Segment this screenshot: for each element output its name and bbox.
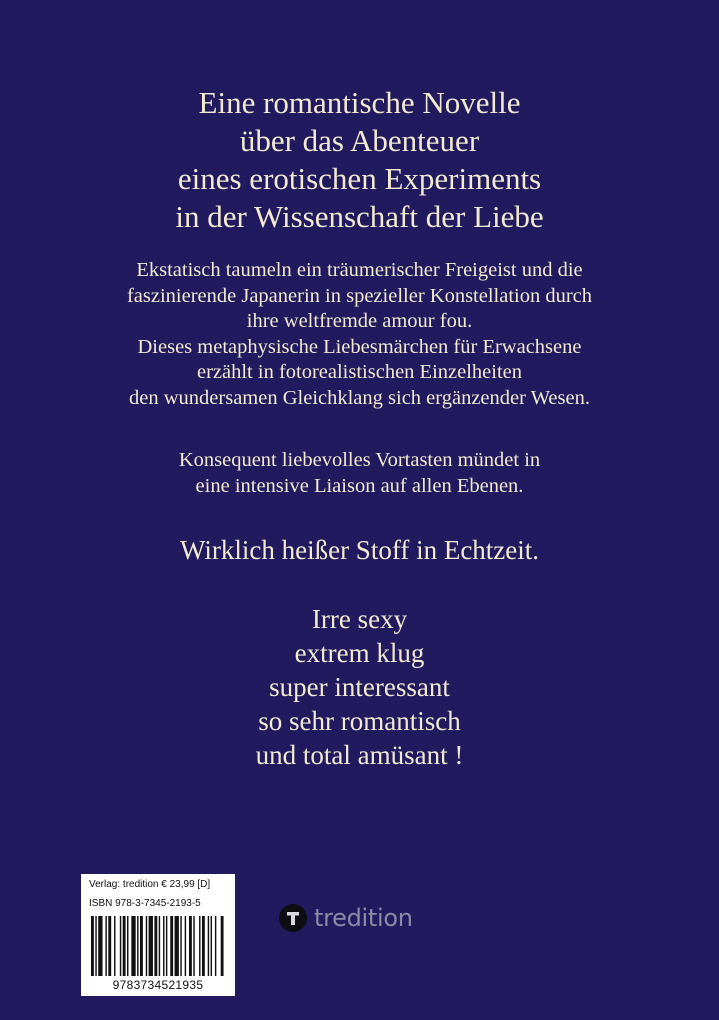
- barcode-bar: [211, 916, 212, 976]
- tagline: [0, 84, 719, 236]
- barcode-bar: [108, 916, 111, 976]
- price-line: Verlag: tredition € 23,99 [D]: [89, 879, 211, 890]
- barcode-bar: [163, 916, 164, 976]
- barcode-bar: [189, 916, 192, 976]
- barcode-bar: [91, 916, 94, 976]
- feature-item: extrem klug: [294, 638, 425, 668]
- highlight-text: [0, 533, 719, 567]
- feature-item: Irre sexy: [311, 604, 408, 634]
- lead-line: Konsequent liebevolles Vortasten mündet in: [178, 449, 541, 471]
- barcode-bar: [175, 916, 179, 976]
- barcode-bar: [98, 916, 102, 976]
- tagline-line: in der Wissenschaft der Liebe: [175, 199, 544, 234]
- tredition-logo-icon: [278, 903, 308, 933]
- barcode-bar: [95, 916, 96, 976]
- description-line: erzählt in fotorealistischen Einzelheiten: [196, 361, 523, 383]
- barcode-bar: [123, 916, 126, 976]
- description-line: ihre weltfremde amour fou.: [246, 310, 473, 332]
- description-line: faszinierende Japanerin in spezieller Konstellation durch: [126, 284, 593, 307]
- barcode-bar: [170, 916, 173, 976]
- barcode-bar: [149, 916, 153, 976]
- tagline-line: über das Abenteuer: [239, 123, 480, 158]
- feature-list: [0, 602, 719, 772]
- description-line: Dieses metaphysische Liebesmärchen für Erwachsene: [137, 335, 582, 358]
- barcode-bar: [193, 916, 194, 976]
- barcode-bar: [140, 916, 143, 976]
- barcode-bar: [202, 916, 205, 976]
- barcode-bar: [146, 916, 147, 976]
- barcode-bar: [166, 916, 167, 976]
- highlight-line: Wirklich heißer Stoff in Echtzeit.: [179, 535, 540, 565]
- tagline-line: Eine romantische Novelle: [198, 85, 521, 120]
- publisher-name: tredition: [314, 904, 413, 932]
- barcode-bar: [105, 916, 106, 976]
- feature-item: und total amüsant !: [255, 740, 464, 770]
- barcode-bar: [185, 916, 186, 976]
- barcode-bar: [180, 916, 181, 976]
- description-line: Ekstatisch taumeln ein träumerischer Freigeist und die: [136, 259, 583, 281]
- barcode-bar: [208, 916, 209, 976]
- barcode-bar: [137, 916, 138, 976]
- barcode-label: [81, 874, 235, 996]
- barcode-bar: [221, 916, 224, 976]
- isbn-line: ISBN 978-3-7345-2193-5: [89, 898, 201, 909]
- barcode-bar: [199, 916, 200, 976]
- feature-item: so sehr romantisch: [258, 706, 461, 736]
- lead-text: [0, 448, 719, 499]
- barcode-bar: [114, 916, 115, 976]
- barcode-bar: [159, 916, 160, 976]
- barcode-bar: [131, 916, 135, 976]
- lead-line: eine intensive Liaison auf allen Ebenen.: [195, 474, 524, 497]
- barcode-digits: 9783734521935: [112, 978, 204, 992]
- tagline-line: eines erotischen Experiments: [177, 161, 542, 196]
- description-line: den wundersamen Gleichklang sich ergänzender Wesen.: [129, 386, 590, 409]
- barcode-bar: [215, 916, 216, 976]
- barcode-bar: [127, 916, 128, 976]
- barcode-bar: [120, 916, 121, 976]
- barcode-bar: [154, 916, 157, 976]
- barcode-bars: [91, 916, 225, 976]
- description: [0, 258, 719, 411]
- feature-item: super interessant: [269, 672, 450, 702]
